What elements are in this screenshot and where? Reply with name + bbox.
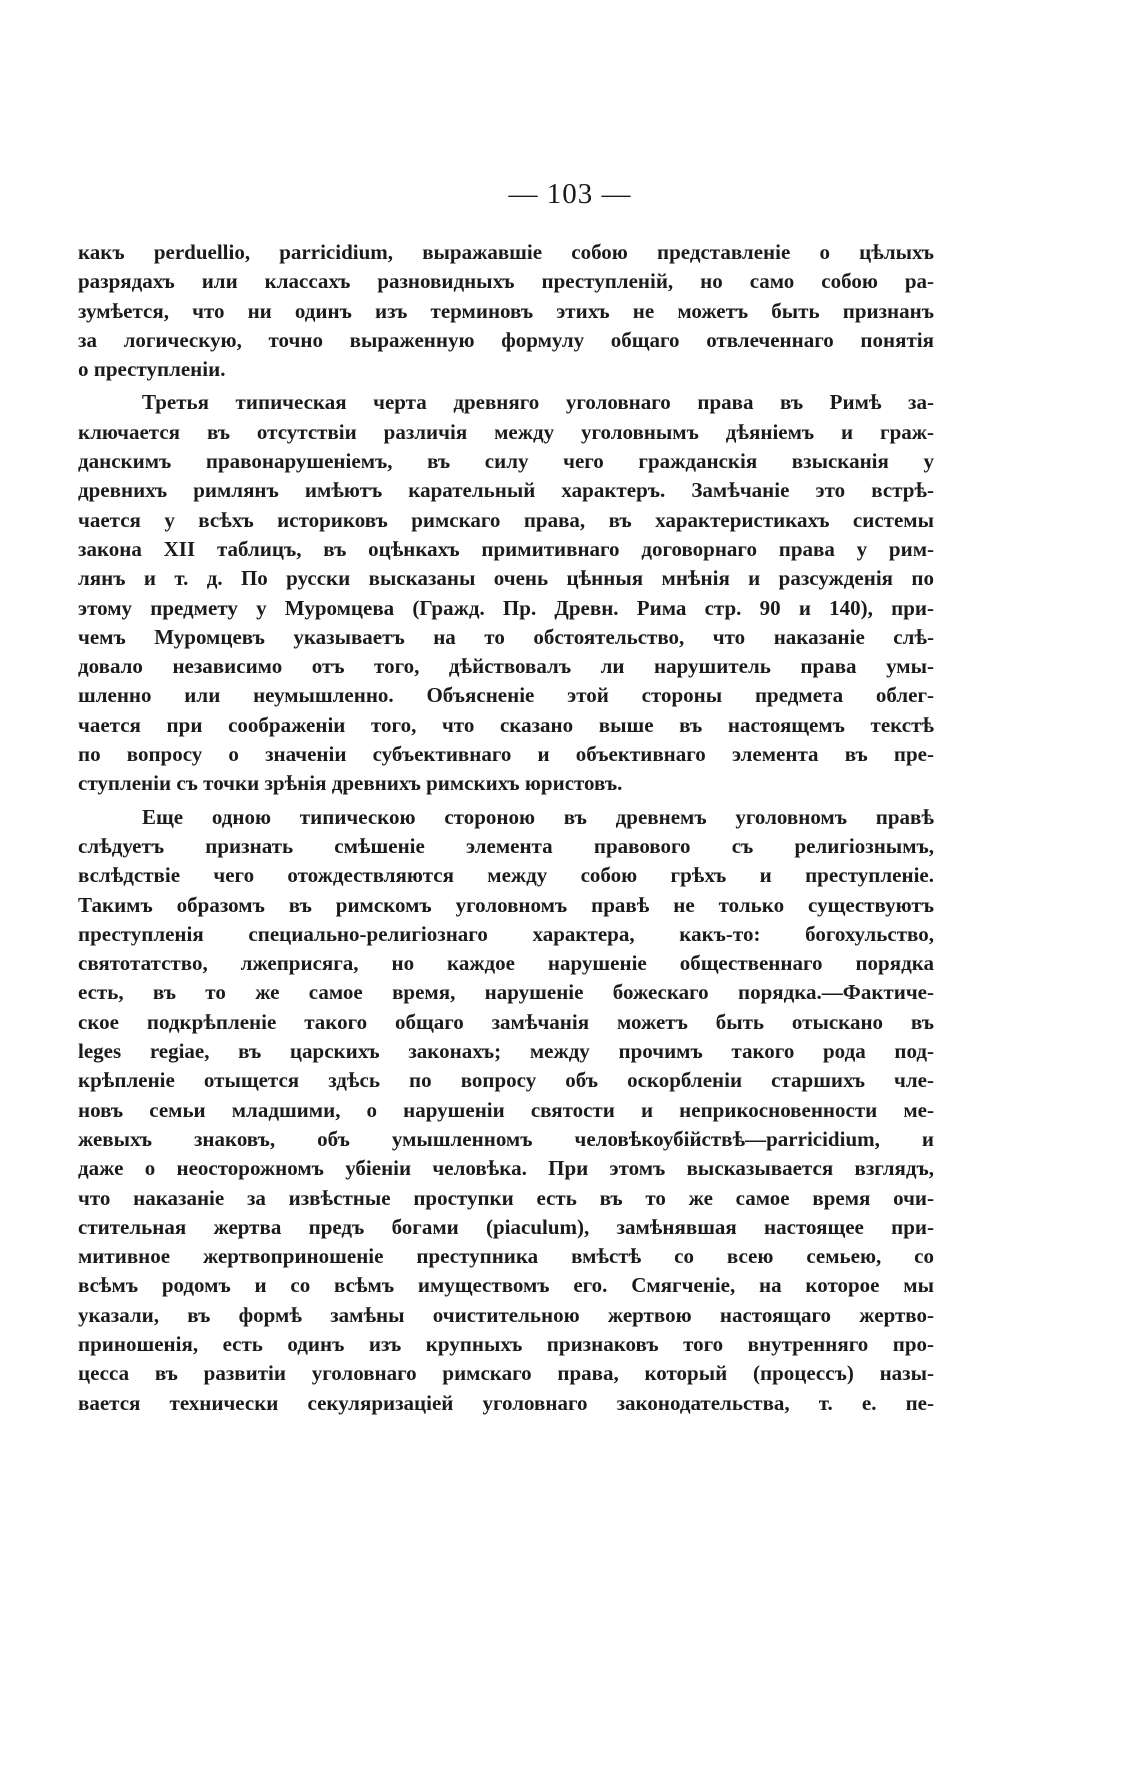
text-line: ступленіи съ точки зрѣнія древнихъ римскихъ юристовъ.: [78, 771, 623, 796]
text-line: что наказаніе за извѣстные проступки есть въ то же самое время очи-: [78, 1185, 934, 1210]
text-line: приношенія, есть одинъ изъ крупныхъ признаковъ того внутренняго про-: [78, 1331, 934, 1356]
text-line: leges regiae, въ царскихъ законахъ; между прочимъ такого рода под-: [78, 1039, 934, 1064]
paragraph-1: [78, 238, 934, 384]
text-line: по вопросу о значеніи субъективнаго и объективнаго элемента въ пре-: [78, 742, 934, 767]
text-line: чается у всѣхъ историковъ римскаго права, въ характеристикахъ системы: [78, 507, 934, 532]
body-text: [78, 238, 934, 1418]
text-line: ское подкрѣпленіе такого общаго замѣчанія можетъ быть отыскано въ: [78, 1009, 934, 1034]
text-line: зумѣется, что ни одинъ изъ терминовъ этихъ не можетъ быть признанъ: [78, 298, 934, 323]
text-line: крѣпленіе отыщется здѣсь по вопросу объ оскорбленіи старшихъ чле-: [78, 1068, 934, 1093]
text-line: шленно или неумышленно. Объясненіе этой стороны предмета облег-: [78, 683, 934, 708]
paragraph-3: [78, 803, 934, 1418]
text-line: Такимъ образомъ въ римскомъ уголовномъ правѣ не только существуютъ: [78, 892, 934, 917]
text-line: за логическую, точно выраженную формулу общаго отвлеченнаго понятія: [78, 327, 934, 352]
text-line: данскимъ правонарушеніемъ, въ силу чего гражданскія взысканія у: [78, 449, 934, 474]
text-line: Третья типическая черта древняго уголовнаго права въ Римѣ за-: [142, 390, 934, 415]
text-line: ключается въ отсутствіи различія между уголовнымъ дѣяніемъ и граж-: [78, 419, 934, 444]
paragraph-2: [78, 388, 934, 798]
text-line: святотатство, лжеприсяга, но каждое нарушеніе общественнаго порядка: [78, 951, 934, 976]
text-line: разрядахъ или классахъ разновидныхъ преступленій, но само собою ра-: [78, 269, 934, 294]
text-line: вается технически секуляризаціей уголовнаго законодательства, т. е. пе-: [78, 1390, 934, 1415]
text-line: всѣмъ родомъ и со всѣмъ имуществомъ его. Смягченіе, на которое мы: [78, 1273, 934, 1298]
text-line: указали, въ формѣ замѣны очистительною жертвою настоящаго жертво-: [78, 1302, 934, 1327]
text-line: стительная жертва предъ богами (piaculum), замѣнявшая настоящее при-: [78, 1214, 934, 1239]
page-number: — 103 —: [508, 178, 632, 210]
text-line: чемъ Муромцевъ указываетъ на то обстоятельство, что наказаніе слѣ-: [78, 624, 934, 649]
text-line: этому предмету у Муромцева (Гражд. Пр. Древн. Рима стр. 90 и 140), при-: [78, 595, 934, 620]
text-line: закона XII таблицъ, въ оцѣнкахъ примитивнаго договорнаго права у рим-: [78, 536, 934, 561]
text-line: вслѣдствіе чего отождествляются между собою грѣхъ и преступленіе.: [78, 863, 934, 888]
text-line: даже о неосторожномъ убіеніи человѣка. При этомъ высказывается взглядъ,: [78, 1156, 934, 1181]
text-line: древнихъ римлянъ имѣютъ карательный характеръ. Замѣчаніе это встрѣ-: [78, 478, 934, 503]
text-line: новъ семьи младшими, о нарушеніи святости и неприкосновенности ме-: [78, 1097, 934, 1122]
text-line: митивное жертвоприношеніе преступника вмѣстѣ со всею семьею, со: [78, 1244, 934, 1269]
text-line: преступленія специально-религіознаго характера, какъ-то: богохульство,: [78, 921, 934, 946]
text-line: чается при соображеніи того, что сказано выше въ настоящемъ текстѣ: [78, 712, 934, 737]
text-line: есть, въ то же самое время, нарушеніе божескаго порядка.—Фактиче-: [78, 980, 934, 1005]
text-line: цесса въ развитіи уголовнаго римскаго права, который (процессъ) назы-: [78, 1361, 934, 1386]
text-line: слѣдуетъ признать смѣшеніе элемента правового съ религіознымъ,: [78, 833, 934, 858]
text-line: жевыхъ знаковъ, объ умышленномъ человѣкоубійствѣ—parricidium, и: [78, 1126, 934, 1151]
text-line: какъ perduellio, parricidium, выражавшіе собою представленіе о цѣлыхъ: [78, 240, 934, 264]
text-line: о преступленіи.: [78, 357, 226, 382]
text-line: лянъ и т. д. По русски высказаны очень цѣнныя мнѣнія и разсужденія по: [78, 566, 934, 591]
text-line: довало независимо отъ того, дѣйствовалъ ли нарушитель права умы-: [78, 654, 934, 679]
text-line: Еще одною типическою стороною въ древнемъ уголовномъ правѣ: [142, 804, 934, 829]
